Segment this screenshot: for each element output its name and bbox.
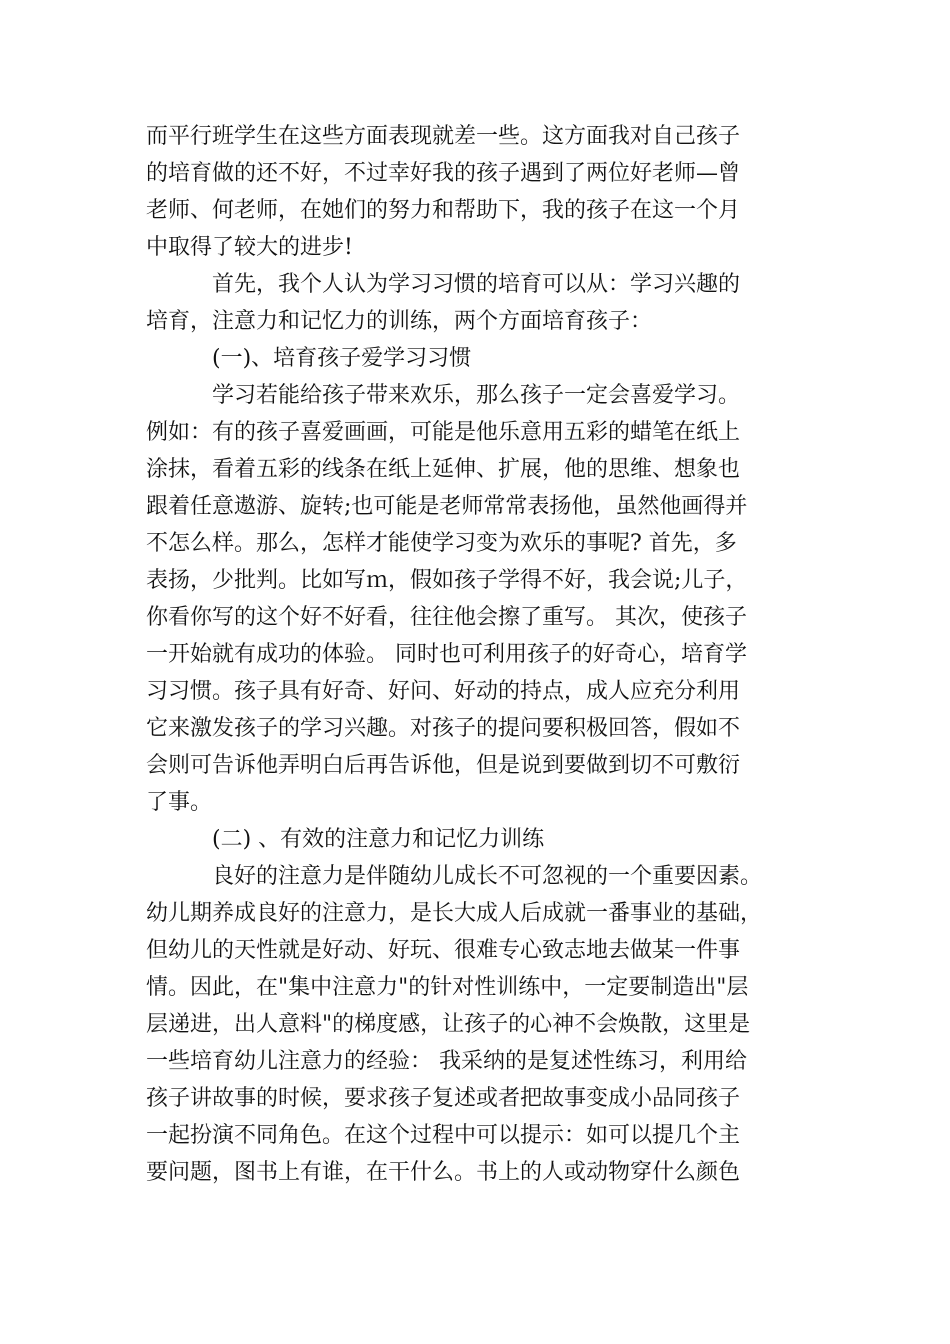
text-line: 会则可告诉他弄明白后再告诉他，但是说到要做到切不可敷衍 [146,753,741,778]
paragraph-first-line: 良好的注意力是伴随幼儿成长不可忽视的一个重要因素。 [146,864,763,889]
text-line: 培育，注意力和记忆力的训练，两个方面培育孩子： [146,309,653,334]
text-line: 例如：有的孩子喜爱画画，可能是他乐意用五彩的蜡笔在纸上 [146,420,741,445]
text-line: 而平行班学生在这些方面表现就差一些。这方面我对自己孩子 [146,124,741,149]
text-line: 跟着任意遨游、旋转;也可能是老师常常表扬他，虽然他画得并 [146,494,748,519]
text-line: 它来激发孩子的学习兴趣。对孩子的提问要积极回答，假如不 [146,716,741,741]
text-line: 孩子讲故事的时候，要求孩子复述或者把故事变成小品同孩子 [146,1086,741,1111]
text-line: 但幼儿的天性就是好动、好玩、很难专心致志地去做某一件事 [146,938,741,963]
text-line: 表扬，少批判。比如写ｍ，假如孩子学得不好，我会说;儿子， [146,568,748,593]
text-line: 涂抹，看着五彩的线条在纸上延伸、扩展，他的思维、想象也 [146,457,741,482]
text-line: 要问题，图书上有谁，在干什么。书上的人或动物穿什么颜色 [146,1160,741,1185]
text-line: 一起扮演不同角色。在这个过程中可以提示：如可以提几个主 [146,1123,741,1148]
text-line: 老师、何老师，在她们的努力和帮助下，我的孩子在这一个月 [146,198,741,223]
text-line: 幼儿期养成良好的注意力，是长大成人后成就一番事业的基础， [146,901,763,926]
text-line: 习习惯。孩子具有好奇、好问、好动的持点，成人应充分利用 [146,679,741,704]
text-line: 一开始就有成功的体验。 同时也可利用孩子的好奇心，培育学 [146,642,747,667]
text-line: 你看你写的这个好不好看，往往他会擦了重写。 其次，使孩子 [146,605,747,630]
paragraph-first-line: 首先，我个人认为学习习惯的培育可以从：学习兴趣的 [146,272,741,297]
text-line: 层递进，出人意料"的梯度感，让孩子的心神不会焕散，这里是 [146,1012,751,1037]
text-line: 的培育做的还不好，不过幸好我的孩子遇到了两位好老师—曾 [146,161,741,186]
text-line: 中取得了较大的进步! [146,235,353,260]
text-line: 情。因此，在"集中注意力"的针对性训练中，一定要制造出"层 [146,975,749,1000]
section-heading-2: (二) 、有效的注意力和记忆力训练 [146,827,545,852]
body-text [146,118,811,1191]
text-line: 了事。 [146,790,213,815]
paragraph-first-line: 学习若能给孩子带来欢乐，那么孩子一定会喜爱学习。 [146,383,741,408]
section-heading-1: (一)、培育孩子爱学习习惯 [146,346,472,371]
text-line: 一些培育幼儿注意力的经验： 我采纳的是复述性练习，利用给 [146,1049,747,1074]
text-line: 不怎么样。那么，怎样才能使学习变为欢乐的事呢? 首先，多 [146,531,737,556]
